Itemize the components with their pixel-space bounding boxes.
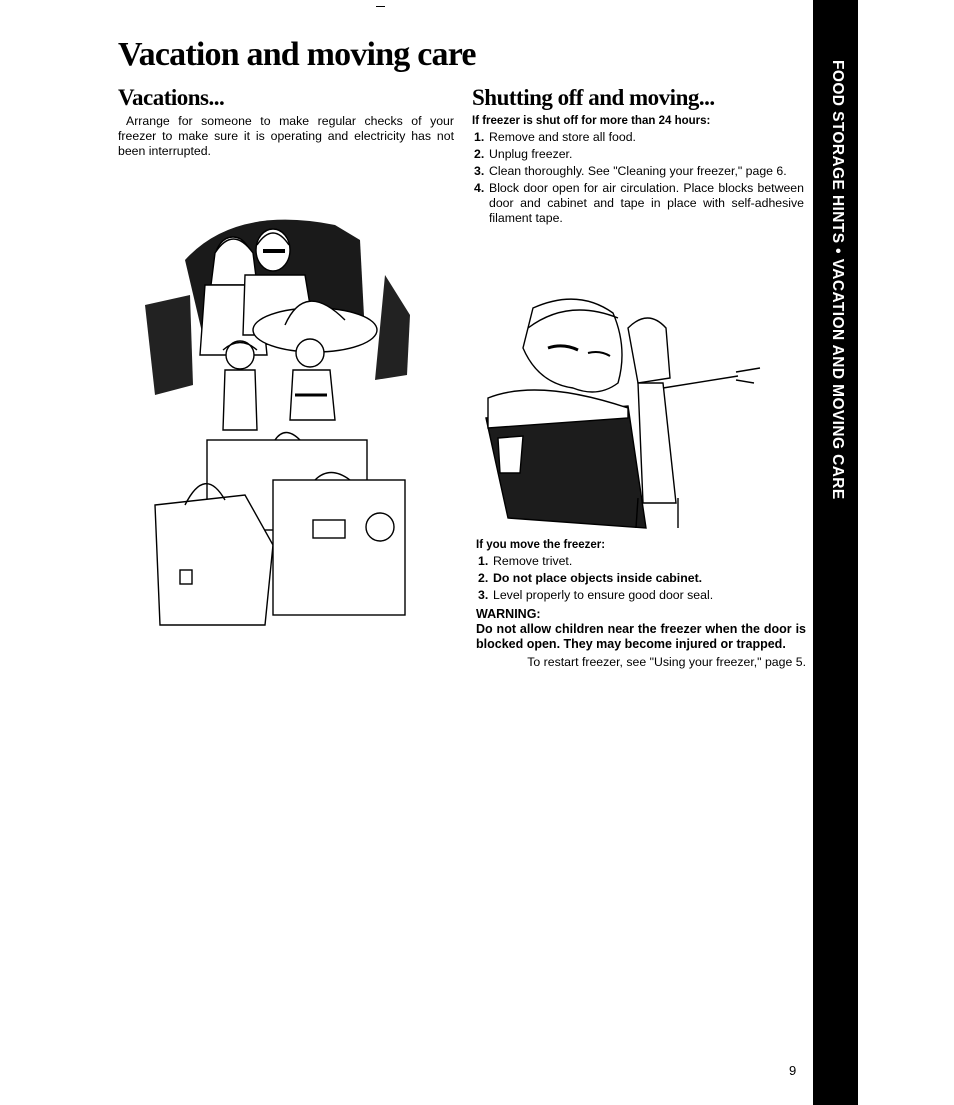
step-text: Remove and store all food. [489, 130, 636, 144]
moving-steps [476, 554, 806, 603]
step-number: 2. [474, 147, 485, 161]
list-item [476, 571, 806, 586]
shutting-heading: Shutting off and moving... [472, 85, 715, 110]
page-number: 9 [789, 1063, 797, 1078]
moving-section [476, 538, 806, 670]
list-item [476, 554, 806, 569]
vacations-heading: Vacations... [118, 85, 225, 110]
step-text: Clean thoroughly. See "Cleaning your freezer," page 6. [489, 164, 787, 178]
step-text: Do not place objects inside cabinet. [493, 571, 703, 585]
step-text: Level properly to ensure good door seal. [493, 588, 714, 602]
step-number: 1. [478, 554, 489, 568]
restart-text: To restart freezer, see "Using your freezer," page 5. [527, 655, 806, 669]
warning-text: Do not allow children near the freezer when the door is blocked open. They may become injured or trapped. [476, 622, 806, 651]
list-item [472, 164, 804, 179]
step-number: 3. [478, 588, 489, 602]
list-item [472, 181, 804, 226]
family-luggage-illustration [145, 205, 415, 635]
vacations-section [118, 84, 454, 159]
step-text: Unplug freezer. [489, 147, 573, 161]
shutoff-steps [472, 130, 804, 226]
vacations-body: Arrange for someone to make regular checks of your freezer to make sure it is operating and electricity has not been interrupted. [118, 114, 454, 158]
step-number: 1. [474, 130, 485, 144]
couple-freezer-door-illustration [478, 288, 763, 533]
step-number: 4. [474, 181, 485, 195]
step-number: 2. [478, 571, 489, 585]
top-dash-mark [376, 6, 385, 7]
step-text: Remove trivet. [493, 554, 573, 568]
step-number: 3. [474, 164, 485, 178]
page-title: Vacation and moving care [118, 36, 476, 73]
moving-subheading: If you move the freezer: [476, 539, 606, 551]
warning-label: WARNING: [476, 607, 541, 621]
list-item [472, 130, 804, 145]
step-text: Block door open for air circulation. Place blocks between door and cabinet and tape in place with self-adhesive filament tape. [489, 181, 804, 225]
side-tab-label: FOOD STORAGE HINTS • VACATION AND MOVING CARE [829, 60, 846, 500]
list-item [476, 588, 806, 603]
list-item [472, 147, 804, 162]
shutting-section [472, 84, 804, 228]
shutoff-subheading: If freezer is shut off for more than 24 hours: [472, 115, 711, 127]
